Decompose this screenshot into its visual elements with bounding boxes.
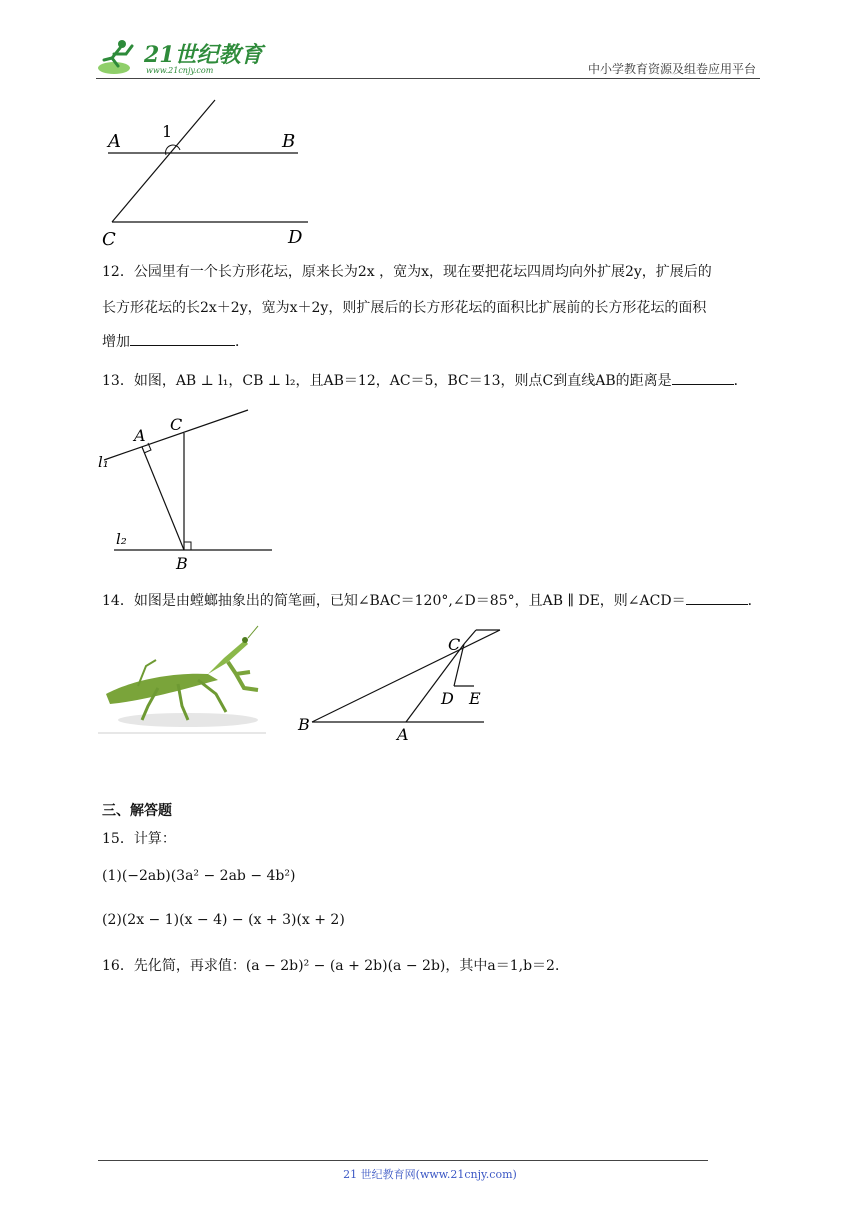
q12-line2: 长方形花坛的长2x＋2y，宽为x＋2y，则扩展后的长方形花坛的面积比扩展前的长方形花坛的面积: [102, 300, 707, 316]
footer-divider: [98, 1160, 708, 1161]
q12-line3-text: 增加: [102, 334, 130, 350]
q15-part2: (2)(2x − 1)(x − 4) − (x + 3)(x + 2): [102, 912, 345, 928]
label-C: C: [170, 415, 183, 434]
q15-part1: (1)(−2ab)(3a² − 2ab − 4b²): [102, 868, 296, 884]
section-title-solve: 三、解答题: [102, 803, 172, 819]
label-A: A: [108, 131, 121, 152]
label-C: C: [102, 229, 116, 250]
logo-mark-icon: [96, 38, 266, 78]
figure-mantis-abstract: [294, 624, 509, 744]
q13-answer-blank: [672, 370, 734, 385]
label-C: C: [448, 635, 461, 654]
header-divider: [96, 78, 760, 79]
label-B: B: [176, 554, 188, 573]
header-platform-text: 中小学教育资源及组卷应用平台: [587, 62, 756, 76]
label-B: B: [282, 131, 296, 152]
label-A: A: [134, 426, 146, 445]
label-D: D: [441, 689, 454, 708]
q12-line3: 增加 ．: [102, 331, 249, 352]
q14-answer-blank: [686, 590, 748, 605]
figure-perpendicular: [96, 405, 286, 575]
q12-line1: 12．公园里有一个长方形花坛，原来长为2x ，宽为x，现在要把花坛四周均向外扩展2y，扩展后的: [102, 264, 712, 280]
q16-text: 16．先化简，再求值：(a − 2b)² − (a + 2b)(a − 2b)，其中a＝1,b＝2．: [102, 958, 569, 974]
label-E: E: [469, 689, 481, 708]
label-D: D: [288, 227, 303, 248]
q15-title: 15．计算：: [102, 831, 176, 847]
q12-answer-blank: [130, 331, 235, 346]
logo-url: www.21cnjy.com: [146, 66, 214, 75]
q14-text-row: 14．如图是由螳螂抽象出的简笔画，已知∠BAC＝120°,∠D＝85°，且AB ∥ DE，则∠ACD＝ ．: [102, 590, 762, 611]
q14-text: 14．如图是由螳螂抽象出的简笔画，已知∠BAC＝120°,∠D＝85°，且AB ∥ DE，则∠ACD＝: [102, 593, 686, 609]
footer-link[interactable]: 21 世纪教育网(www.21cnjy.com): [343, 1168, 517, 1181]
logo: [96, 38, 266, 78]
q13-text-row: 13．如图，AB ⊥ l₁，CB ⊥ l₂，且AB＝12，AC＝5，BC＝13，则点C到直线AB的距离是 ．: [102, 370, 748, 391]
q13-text: 13．如图，AB ⊥ l₁，CB ⊥ l₂，且AB＝12，AC＝5，BC＝13，则点C到直线AB的距离是: [102, 373, 672, 389]
mantis-photo: [98, 624, 266, 734]
label-A: A: [397, 725, 409, 744]
label-B: B: [298, 715, 310, 734]
figure-parallel-lines: [100, 95, 320, 250]
logo-text: 21世纪教育: [144, 42, 263, 68]
label-angle-1: 1: [162, 122, 173, 141]
label-l2: l₂: [116, 530, 127, 548]
label-l1: l₁: [98, 453, 109, 471]
